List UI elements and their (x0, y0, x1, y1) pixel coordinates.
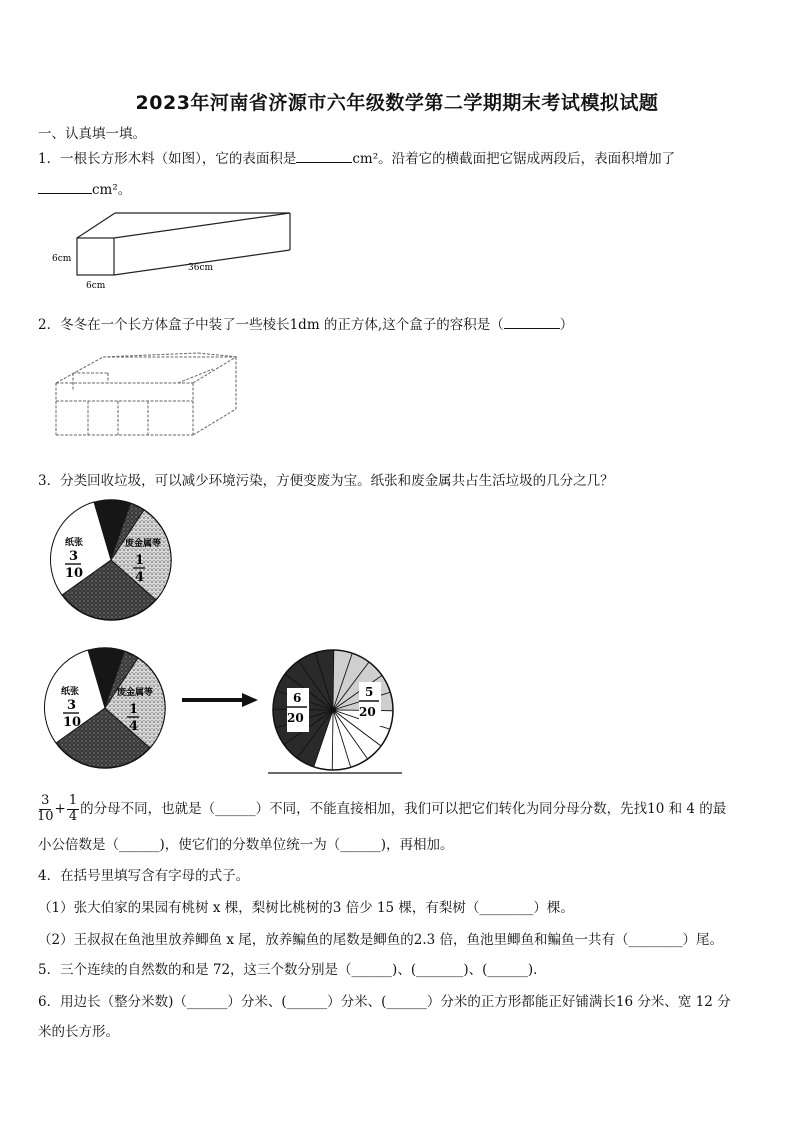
fraction-a: $\frac{3}{10}$ (37, 793, 54, 824)
right-denominator: 20 (359, 705, 376, 719)
question-4-sub-2: （2）王叔叔在鱼池里放养鲫鱼 x 尾，放养鳊鱼的尾数是鲫鱼的2.3 倍，鱼池里鲫鱼和鳊鱼一共有（________）尾。 (38, 932, 724, 948)
left-denominator: 20 (287, 711, 304, 725)
question-6-line-1: 6．用边长（整分米数)（______）分米、(______）分米、(______）分米的正方形都能正好铺满长16 分米、宽 12 分 (38, 994, 731, 1010)
length-label: 36cm (188, 263, 214, 273)
height-label: 6cm (52, 254, 72, 264)
pie-chart-2 (38, 645, 172, 775)
question-1-text: 1．一根长方形木料（如图），它的表面积是 (38, 151, 297, 167)
question-2-close: ） (559, 317, 574, 333)
question-3-text: 3．分类回收垃圾，可以减少环境污染，方便变废为宝。纸张和废金属共占生活垃圾的几分之几？ (38, 473, 614, 489)
fraction-b: $\frac{1}{4}$ (68, 793, 78, 824)
answer-blank[interactable] (296, 150, 352, 163)
question-1-unit: cm²。沿着它的横截面把它锯成两段后，表面积增加了 (352, 151, 676, 167)
answer-blank[interactable] (504, 316, 560, 329)
question-1-continued (38, 178, 131, 198)
paper-numerator: 3 (67, 698, 77, 713)
metal-numerator: 1 (129, 702, 139, 717)
paper-numerator: 3 (69, 549, 79, 564)
wood-block-figure (50, 205, 310, 295)
question-3-line-1-text: 的分母不同，也就是（______）不同，不能直接相加，我们可以把它们转化为同分母分数，先找10 和 4 的最 (80, 800, 727, 817)
paper-label: 纸张 (65, 538, 84, 548)
question-2-text: 2．冬冬在一个长方体盒子中装了一些棱长1dm 的正方体,这个盒子的容积是（ (38, 317, 504, 333)
metal-label: 废金属等 (117, 688, 154, 698)
question-4-sub-1: （1）张大伯家的果园有桃树 x 棵，梨树比桃树的3 倍少 15 棵，有梨树（________）棵。 (38, 900, 574, 916)
question-6-line-2: 米的长方形。 (38, 1024, 119, 1040)
question-5-text: 5．三个连续的自然数的和是 72，这三个数分别是（______)、(_______)、(______). (38, 962, 538, 978)
metal-numerator: 1 (135, 553, 145, 568)
paper-denominator: 10 (63, 715, 82, 730)
paper-denominator: 10 (65, 566, 84, 581)
left-numerator: 6 (293, 691, 302, 705)
answer-blank[interactable] (38, 181, 92, 194)
pie-chart-1 (38, 497, 188, 627)
box-of-cubes-figure (48, 343, 248, 443)
right-numerator: 5 (365, 685, 374, 699)
metal-denominator: 4 (135, 570, 145, 585)
plus-sign: + (54, 800, 66, 817)
question-1-unit-2: cm²。 (92, 182, 132, 198)
paper-label: 纸张 (61, 687, 80, 697)
metal-denominator: 4 (129, 719, 139, 734)
question-3-line-2: 小公倍数是（______)，使它们的分数单位统一为（______)，再相加。 (38, 837, 454, 853)
page-title: 2023年河南省济源市六年级数学第二学期期末考试模拟试题 (135, 92, 659, 114)
pie-chart-3 (266, 645, 406, 779)
metal-label: 废金属等 (125, 539, 162, 549)
arrow-right-icon (180, 690, 260, 710)
question-3-line-1 (36, 794, 726, 825)
section-heading: 一、认真填一填。 (38, 126, 146, 142)
question-1 (38, 147, 675, 167)
question-4-text: 4．在括号里填写含有字母的式子。 (38, 868, 250, 884)
question-2 (38, 313, 573, 333)
width-label: 6cm (86, 281, 106, 291)
